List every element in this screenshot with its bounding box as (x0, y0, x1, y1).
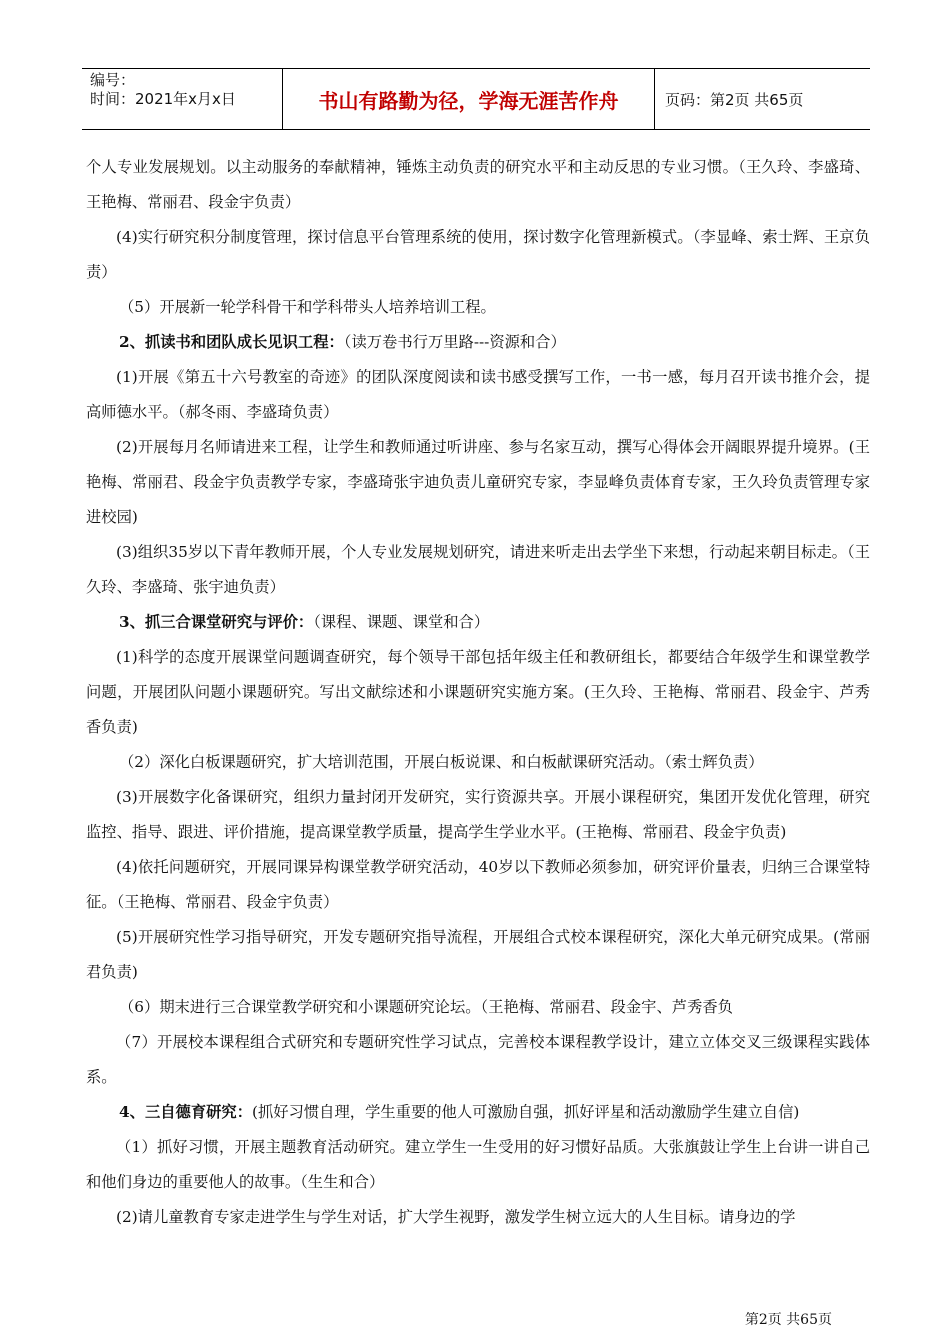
paragraph: 个人专业发展规划。以主动服务的奉献精神，锤炼主动负责的研究水平和主动反思的专业习惯。（王久玲、李盛琦、王艳梅、常丽君、段金宇负责） (86, 158, 870, 211)
header-motto: 书山有路勤为径，学海无涯苦作舟 (283, 69, 655, 129)
paragraph: （7）开展校本课程组合式研究和专题研究性学习试点，完善校本课程教学设计，建立立体交叉三级课程实践体系。 (86, 1033, 870, 1086)
section-heading-paragraph: 2、抓读书和团队成长见识工程：（读万卷书行万里路---资源和合） (119, 333, 566, 351)
section-heading-paragraph: 4、三自德育研究：(抓好习惯自理，学生重要的他人可激励自强，抓好评星和活动激励学生建立自信) (119, 1103, 800, 1121)
header-meta (82, 69, 283, 129)
paragraph: (1)开展《第五十六号教室的奇迹》的团队深度阅读和读书感受撰写工作，一书一感，每月召开读书推介会，提高师德水平。（郝冬雨、李盛琦负责） (86, 368, 870, 421)
paragraph: (1)科学的态度开展课堂问题调查研究，每个领导干部包括年级主任和教研组长，都要结合年级学生和课堂教学问题，开展团队问题小课题研究。写出文献综述和小课题研究实施方案。(王久玲、王艳梅、常丽君、段金宇、芦秀香负责) (86, 648, 870, 736)
paragraph: （2）深化白板课题研究，扩大培训范围，开展白板说课、和白板献课研究活动。（索士辉负责） (119, 753, 764, 771)
paragraph: (3)组织35岁以下青年教师开展，个人专业发展规划研究，请进来听走出去学坐下来想，行动起来朝目标走。（王久玲、李盛琦、张宇迪负责） (86, 543, 870, 596)
paragraph: (2)开展每月名师请进来工程，让学生和教师通过听讲座、参与名家互动，撰写心得体会开阔眼界提升境界。(王艳梅、常丽君、段金宇负责教学专家，李盛琦张宇迪负责儿童研究专家，李显峰负责体育专家，王久玲负责管理专家进校园) (86, 438, 870, 526)
page-footer: 第2页 共65页 (744, 1312, 832, 1328)
page-header (82, 68, 870, 130)
section-heading: 3、抓三合课堂研究与评价： (119, 613, 314, 631)
section-heading: 2、抓读书和团队成长见识工程： (119, 333, 344, 351)
number-label: 编号： (90, 71, 136, 89)
header-page-code: 页码：第2页 共65页 (665, 90, 804, 109)
section-heading: 4、三自德育研究： (119, 1103, 253, 1121)
section-heading-paragraph: 3、抓三合课堂研究与评价：（课程、课题、课堂和合） (119, 613, 490, 631)
paragraph: （1）抓好习惯，开展主题教育活动研究。建立学生一生受用的好习惯好品质。大张旗鼓让学生上台讲一讲自己和他们身边的重要他人的故事。（生生和合） (86, 1138, 870, 1191)
paragraph: (2)请儿童教育专家走进学生与学生对话，扩大学生视野，激发学生树立远大的人生目标。请身边的学 (116, 1208, 796, 1226)
paragraph: (3)开展数字化备课研究，组织力量封闭开发研究，实行资源共享。开展小课程研究，集团开发优化管理，研究监控、指导、跟进、评价措施，提高课堂教学质量，提高学生学业水平。(王艳梅、常丽君、段金宇负责) (86, 788, 870, 841)
paragraph: （6）期末进行三合课堂教学研究和小课题研究论坛。（王艳梅、常丽君、段金宇、芦秀香负 (119, 998, 733, 1016)
paragraph: (5)开展研究性学习指导研究，开发专题研究指导流程，开展组合式校本课程研究，深化大单元研究成果。(常丽君负责) (86, 928, 870, 981)
paragraph: (4)实行研究积分制度管理，探讨信息平台管理系统的使用，探讨数字化管理新模式。（李显峰、索士辉、王京负责） (86, 228, 870, 281)
paragraph: （5）开展新一轮学科骨干和学科带头人培养培训工程。 (119, 298, 496, 316)
document-body (86, 150, 870, 1235)
date-line: 时间：2021年x月x日 (90, 90, 236, 108)
paragraph: (4)依托问题研究，开展同课异构课堂教学研究活动，40岁以下教师必须参加，研究评价量表，归纳三合课堂特征。（王艳梅、常丽君、段金宇负责） (86, 858, 870, 911)
